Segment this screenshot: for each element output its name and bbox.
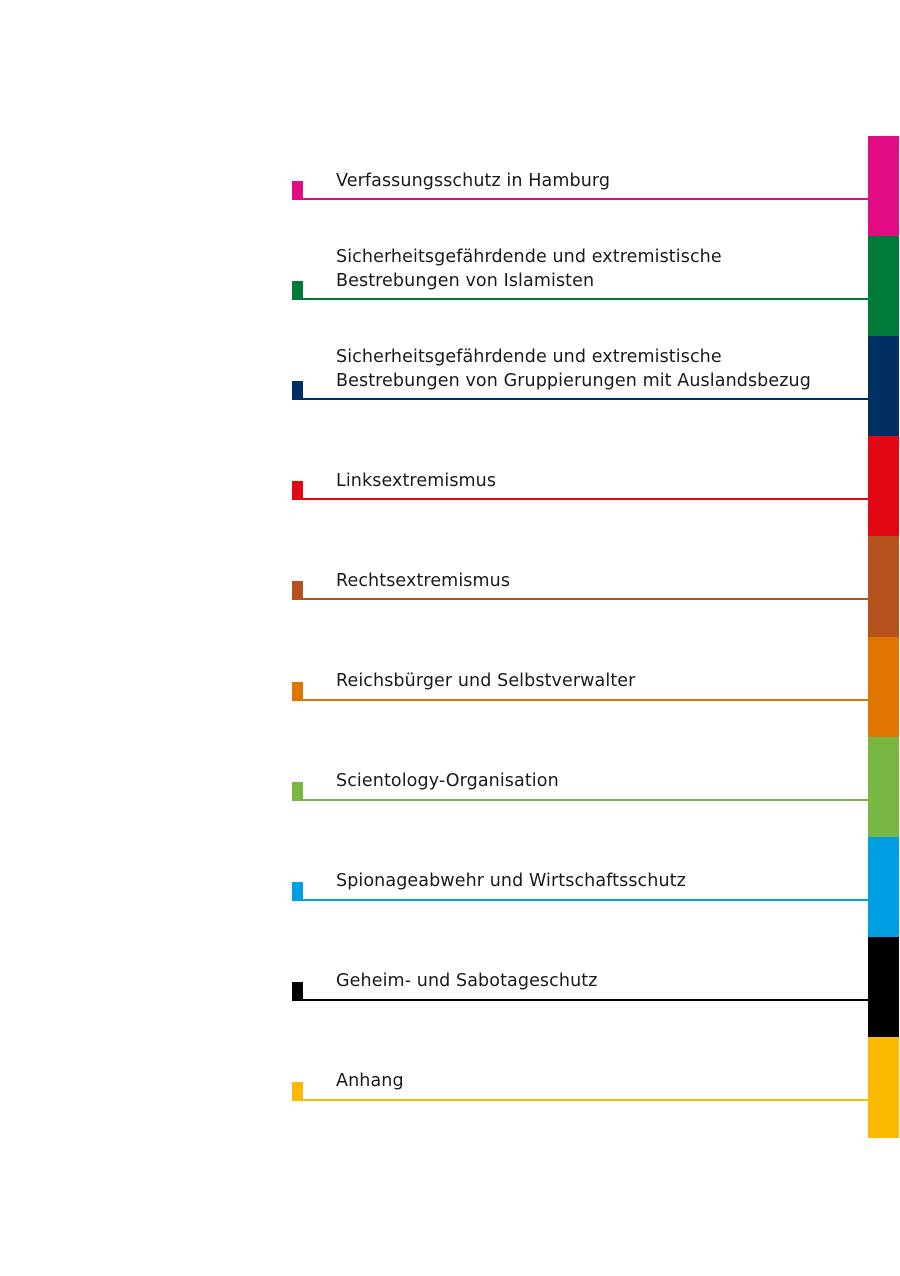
color-marker (292, 281, 303, 300)
color-marker (292, 1082, 303, 1101)
toc-entry-rechtsextremismus[interactable] (292, 500, 868, 600)
toc-entry-label: Anhang (336, 1071, 404, 1092)
toc-entry-label: Geheim- und Sabotageschutz (336, 971, 598, 992)
toc-entry-sicherheitsgefaehrdende-und-extremistische[interactable] (292, 200, 868, 300)
color-marker (292, 481, 303, 500)
chapter-tab-geheim-und-sabotageschutz[interactable] (868, 937, 899, 1038)
toc-entry-label: Reichsbürger und Selbstverwalter (336, 671, 636, 691)
chapter-tab-sicherheitsgefaehrdende-und-extremistische[interactable] (868, 236, 899, 337)
toc-entry-geheim-und-sabotageschutz[interactable] (292, 901, 868, 1001)
chapter-tab-linksextremismus[interactable] (868, 436, 899, 537)
chapter-tab-verfassungsschutz-in-hamburg[interactable] (868, 136, 899, 237)
chapter-tab-scientology-organisation[interactable] (868, 737, 899, 838)
color-marker (292, 782, 303, 801)
toc-entry-reichsbuerger-und-selbstverwalter[interactable] (292, 601, 868, 701)
toc-entry-label: Sicherheitsgefährdende und extremistische Bestrebungen von Gruppierungen mit Auslandsbezug (336, 347, 811, 391)
toc-entry-scientology-organisation[interactable] (292, 701, 868, 801)
toc-entry-spionageabwehr-und-wirtschaftsschutz[interactable] (292, 801, 868, 901)
toc-entry-label: Scientology-Organisation (336, 771, 559, 792)
chapter-tab-reichsbuerger-und-selbstverwalter[interactable] (868, 637, 899, 738)
toc-entry-label: Rechtsextremismus (336, 570, 511, 591)
toc-entry-anhang[interactable] (292, 1001, 868, 1101)
color-marker (292, 581, 303, 600)
color-marker (292, 882, 303, 901)
entry-rule (292, 1099, 868, 1101)
chapter-tab-sicherheitsgefaehrdende-und-extremistische[interactable] (868, 336, 899, 437)
toc-entry-label: Verfassungsschutz in Hamburg (336, 170, 611, 191)
toc-entry-label: Spionageabwehr und Wirtschaftsschutz (336, 871, 686, 892)
color-marker (292, 682, 303, 701)
toc-entry-label: Linksextremismus (336, 470, 497, 491)
chapter-tab-anhang[interactable] (868, 1037, 899, 1138)
color-marker (292, 381, 303, 400)
color-marker (292, 982, 303, 1001)
toc-entry-sicherheitsgefaehrdende-und-extremistische[interactable] (292, 300, 868, 400)
toc-entry-linksextremismus[interactable] (292, 400, 868, 500)
toc-entry-label: Sicherheitsgefährdende und extremistische Bestrebungen von Islamisten (336, 247, 722, 291)
color-marker (292, 181, 303, 200)
toc-entry-verfassungsschutz-in-hamburg[interactable] (292, 100, 868, 200)
chapter-tab-spionageabwehr-und-wirtschaftsschutz[interactable] (868, 837, 899, 938)
chapter-tab-rechtsextremismus[interactable] (868, 536, 899, 637)
